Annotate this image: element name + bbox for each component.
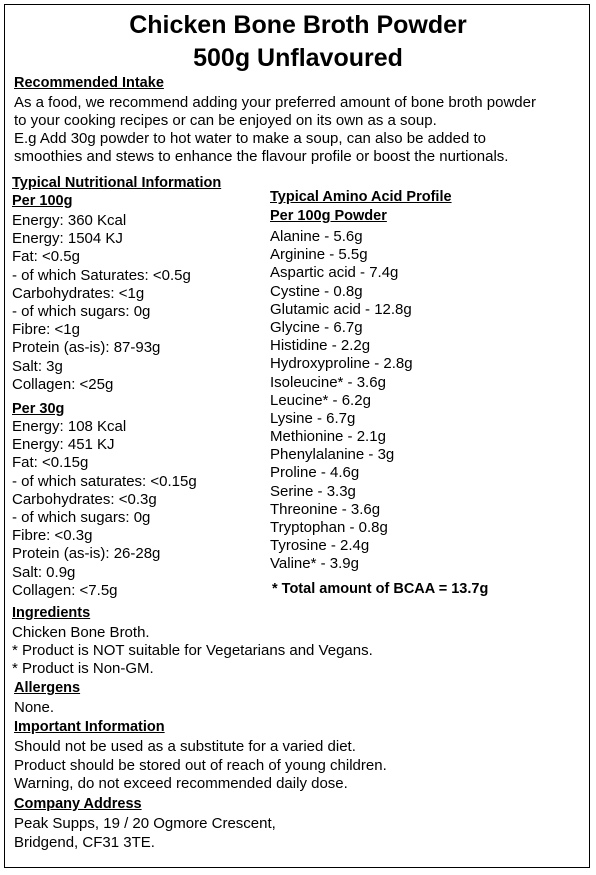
ingredients-line: * Product is NOT suitable for Vegetarians and Vegans.	[12, 642, 373, 659]
nutrition-item: Fat: <0.5g	[12, 248, 80, 266]
amino-list	[270, 228, 413, 574]
amino-item: Leucine* - 6.2g	[270, 391, 371, 409]
nutrition-item: Energy: 360 Kcal	[12, 212, 127, 229]
amino-item: Tryptophan - 0.8g	[270, 519, 388, 536]
amino-item: Proline - 4.6g	[270, 464, 360, 482]
nutrition-item: Salt: 3g	[12, 357, 63, 375]
nutrition-item: Carbohydrates: <1g	[12, 284, 145, 302]
nutrition-item: Collagen: <25g	[12, 375, 114, 393]
nutrition-item: - of which sugars: 0g	[12, 302, 151, 320]
amino-item: Valine* - 3.9g	[270, 555, 359, 573]
nutrition-item: Fat: <0.15g	[12, 454, 89, 472]
nutrition-item: Energy: 1504 KJ	[12, 230, 123, 248]
amino-item: Arginine - 5.5g	[270, 246, 368, 264]
per30-heading: Per 30g	[12, 401, 65, 417]
company-line: Bridgend, CF31 3TE.	[14, 834, 155, 851]
amino-item: Threonine - 3.6g	[270, 500, 381, 518]
nutrition-item: Collagen: <7.5g	[12, 581, 118, 599]
allergens-heading: Allergens	[14, 680, 81, 696]
nutrition-item: Protein (as-is): 87-93g	[12, 339, 161, 357]
amino-item: Glutamic acid - 12.8g	[270, 300, 412, 318]
nutrition-item: - of which saturates: <0.15g	[12, 472, 197, 490]
nutrition-item: Salt: 0.9g	[12, 563, 76, 581]
amino-item: Serine - 3.3g	[270, 482, 356, 500]
product-title: Chicken Bone Broth Powder	[129, 11, 467, 39]
recommended-line: As a food, we recommend adding your preferred amount of bone broth powder	[14, 94, 536, 111]
ingredients-line: Chicken Bone Broth.	[12, 624, 150, 641]
important-line: Should not be used as a substitute for a varied diet.	[14, 738, 356, 755]
ingredients-line: * Product is Non-GM.	[12, 660, 154, 677]
bcaa-total: * Total amount of BCAA = 13.7g	[272, 581, 489, 597]
recommended-line: E.g Add 30g powder to hot water to make a soup, can also be added to	[14, 130, 486, 147]
nutrition-item: Fibre: <1g	[12, 321, 80, 339]
company-line: Peak Supps, 19 / 20 Ogmore Crescent,	[14, 815, 276, 832]
amino-item: Tyrosine - 2.4g	[270, 537, 370, 555]
amino-item: Alanine - 5.6g	[270, 228, 363, 245]
nutrition-item: Protein (as-is): 26-28g	[12, 545, 161, 563]
nutrition-item: Energy: 451 KJ	[12, 436, 115, 454]
amino-item: Aspartic acid - 7.4g	[270, 264, 399, 282]
recommended-heading: Recommended Intake	[14, 75, 164, 91]
amino-item: Histidine - 2.2g	[270, 337, 371, 355]
product-subtitle: 500g Unflavoured	[193, 44, 403, 72]
important-heading: Important Information	[14, 719, 165, 735]
amino-item: Phenylalanine - 3g	[270, 446, 395, 464]
important-line: Warning, do not exceed recommended daily dose.	[14, 775, 348, 792]
per30-list	[12, 418, 197, 600]
nutrition-item: - of which Saturates: <0.5g	[12, 266, 191, 284]
amino-item: Methionine - 2.1g	[270, 428, 386, 446]
amino-item: Hydroxyproline - 2.8g	[270, 355, 413, 373]
nutrition-heading: Typical Nutritional Information	[12, 175, 222, 191]
per100-heading: Per 100g	[12, 193, 73, 209]
recommended-line: to your cooking recipes or can be enjoyed on its own as a soup.	[14, 112, 437, 129]
amino-item: Lysine - 6.7g	[270, 409, 356, 427]
amino-item: Glycine - 6.7g	[270, 318, 363, 336]
important-line: Product should be stored out of reach of young children.	[14, 757, 387, 774]
ingredients-heading: Ingredients	[12, 605, 91, 621]
recommended-line: smoothies and stews to enhance the flavour profile or boost the nurtionals.	[14, 148, 509, 165]
amino-subheading: Per 100g Powder	[270, 208, 387, 224]
nutrition-item: - of which sugars: 0g	[12, 508, 151, 526]
nutrition-item: Carbohydrates: <0.3g	[12, 490, 157, 508]
allergens-line: None.	[14, 699, 55, 716]
amino-heading: Typical Amino Acid Profile	[270, 189, 452, 205]
nutrition-item: Energy: 108 Kcal	[12, 418, 127, 435]
company-heading: Company Address	[14, 796, 142, 812]
per100-list	[12, 212, 191, 394]
amino-item: Isoleucine* - 3.6g	[270, 373, 386, 391]
nutrition-item: Fibre: <0.3g	[12, 527, 93, 545]
amino-item: Cystine - 0.8g	[270, 282, 363, 300]
